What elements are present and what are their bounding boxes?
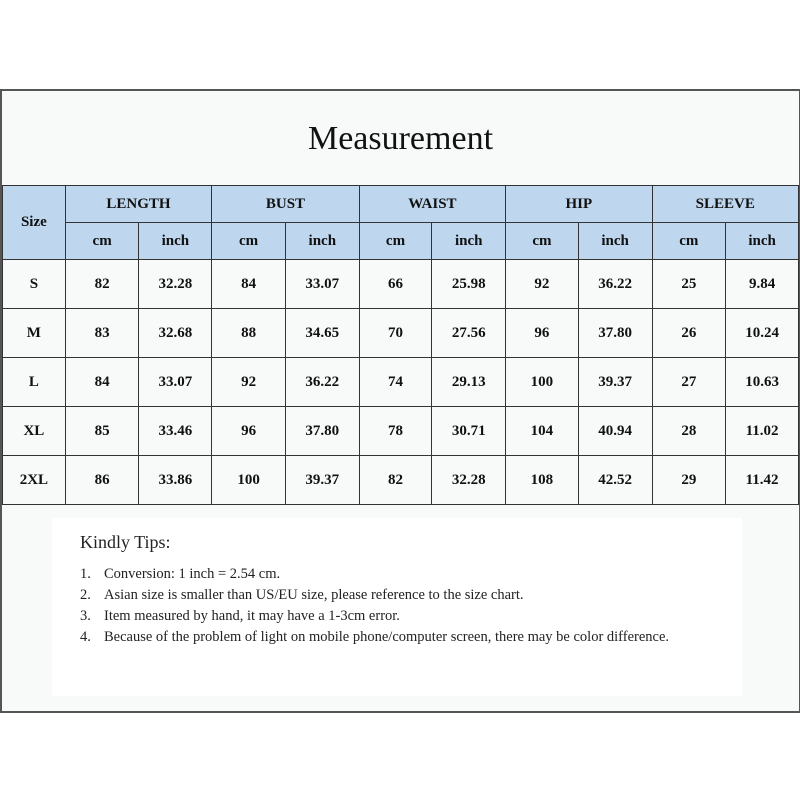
unit-header: inch xyxy=(285,223,359,260)
unit-header: cm xyxy=(65,223,139,260)
table-row xyxy=(3,358,799,407)
unit-header: inch xyxy=(726,223,799,260)
table-cell: 88 xyxy=(212,309,286,358)
unit-header: inch xyxy=(578,223,652,260)
table-cell: 42.52 xyxy=(578,456,652,505)
table-cell: 32.28 xyxy=(139,260,212,309)
size-cell: L xyxy=(3,358,66,407)
tip-number: 4. xyxy=(80,629,91,645)
tip-number: 2. xyxy=(80,587,91,603)
table-cell: 33.07 xyxy=(139,358,212,407)
header-row-units xyxy=(3,223,799,260)
unit-header: cm xyxy=(506,223,579,260)
tip-item xyxy=(80,606,680,627)
header-row-groups xyxy=(3,186,799,223)
table-cell: 39.37 xyxy=(285,456,359,505)
table-row xyxy=(3,260,799,309)
table-cell: 27 xyxy=(652,358,726,407)
table-cell: 66 xyxy=(359,260,432,309)
tips-title: Kindly Tips: xyxy=(80,532,171,552)
table-cell: 83 xyxy=(65,309,139,358)
table-cell: 32.28 xyxy=(432,456,506,505)
size-cell: XL xyxy=(3,407,66,456)
table-cell: 11.02 xyxy=(726,407,799,456)
chart-title: Measurement xyxy=(307,120,494,157)
tip-item xyxy=(80,564,680,585)
table-cell: 78 xyxy=(359,407,432,456)
tip-number: 3. xyxy=(80,608,91,624)
table-cell: 40.94 xyxy=(578,407,652,456)
table-row xyxy=(3,456,799,505)
unit-header: cm xyxy=(652,223,726,260)
table-cell: 82 xyxy=(65,260,139,309)
table-cell: 92 xyxy=(506,260,579,309)
table-cell: 100 xyxy=(212,456,286,505)
header-waist: WAIST xyxy=(359,186,505,223)
table-cell: 36.22 xyxy=(578,260,652,309)
table-cell: 39.37 xyxy=(578,358,652,407)
header-hip: HIP xyxy=(506,186,652,223)
table-cell: 86 xyxy=(65,456,139,505)
table-cell: 25.98 xyxy=(432,260,506,309)
size-table xyxy=(2,185,799,505)
unit-header: cm xyxy=(359,223,432,260)
tip-text: Asian size is smaller than US/EU size, please reference to the size chart. xyxy=(104,587,524,603)
table-cell: 10.63 xyxy=(726,358,799,407)
table-cell: 82 xyxy=(359,456,432,505)
tip-text: Item measured by hand, it may have a 1-3cm error. xyxy=(104,608,400,624)
tip-number: 1. xyxy=(80,566,91,582)
table-cell: 36.22 xyxy=(285,358,359,407)
table-cell: 25 xyxy=(652,260,726,309)
table-cell: 37.80 xyxy=(578,309,652,358)
size-cell: M xyxy=(3,309,66,358)
header-length: LENGTH xyxy=(65,186,211,223)
table-cell: 70 xyxy=(359,309,432,358)
table-cell: 10.24 xyxy=(726,309,799,358)
table-cell: 11.42 xyxy=(726,456,799,505)
table-cell: 84 xyxy=(212,260,286,309)
unit-header: inch xyxy=(432,223,506,260)
table-cell: 74 xyxy=(359,358,432,407)
tip-text: Because of the problem of light on mobile phone/computer screen, there may be color difference. xyxy=(104,629,670,645)
table-cell: 96 xyxy=(506,309,579,358)
table-cell: 32.68 xyxy=(139,309,212,358)
tips-box xyxy=(52,518,742,696)
table-cell: 28 xyxy=(652,407,726,456)
table-cell: 96 xyxy=(212,407,286,456)
size-chart-frame xyxy=(0,89,800,713)
table-cell: 26 xyxy=(652,309,726,358)
header-sleeve: SLEEVE xyxy=(652,186,799,223)
table-cell: 92 xyxy=(212,358,286,407)
table-cell: 29.13 xyxy=(432,358,506,407)
title-area xyxy=(2,91,799,185)
table-cell: 85 xyxy=(65,407,139,456)
table-row xyxy=(3,309,799,358)
size-cell: S xyxy=(3,260,66,309)
size-cell: 2XL xyxy=(3,456,66,505)
table-cell: 30.71 xyxy=(432,407,506,456)
table-cell: 37.80 xyxy=(285,407,359,456)
tips-list xyxy=(80,564,680,648)
table-cell: 27.56 xyxy=(432,309,506,358)
size-header: Size xyxy=(3,186,66,260)
table-cell: 108 xyxy=(506,456,579,505)
unit-header: inch xyxy=(139,223,212,260)
unit-header: cm xyxy=(212,223,286,260)
table-row xyxy=(3,407,799,456)
table-cell: 84 xyxy=(65,358,139,407)
tip-item xyxy=(80,585,680,606)
tip-item xyxy=(80,627,680,648)
table-cell: 29 xyxy=(652,456,726,505)
table-cell: 33.07 xyxy=(285,260,359,309)
table-cell: 104 xyxy=(506,407,579,456)
table-cell: 100 xyxy=(506,358,579,407)
table-cell: 9.84 xyxy=(726,260,799,309)
tip-text: Conversion: 1 inch = 2.54 cm. xyxy=(104,566,281,582)
table-cell: 33.46 xyxy=(139,407,212,456)
table-cell: 33.86 xyxy=(139,456,212,505)
header-bust: BUST xyxy=(212,186,359,223)
table-cell: 34.65 xyxy=(285,309,359,358)
